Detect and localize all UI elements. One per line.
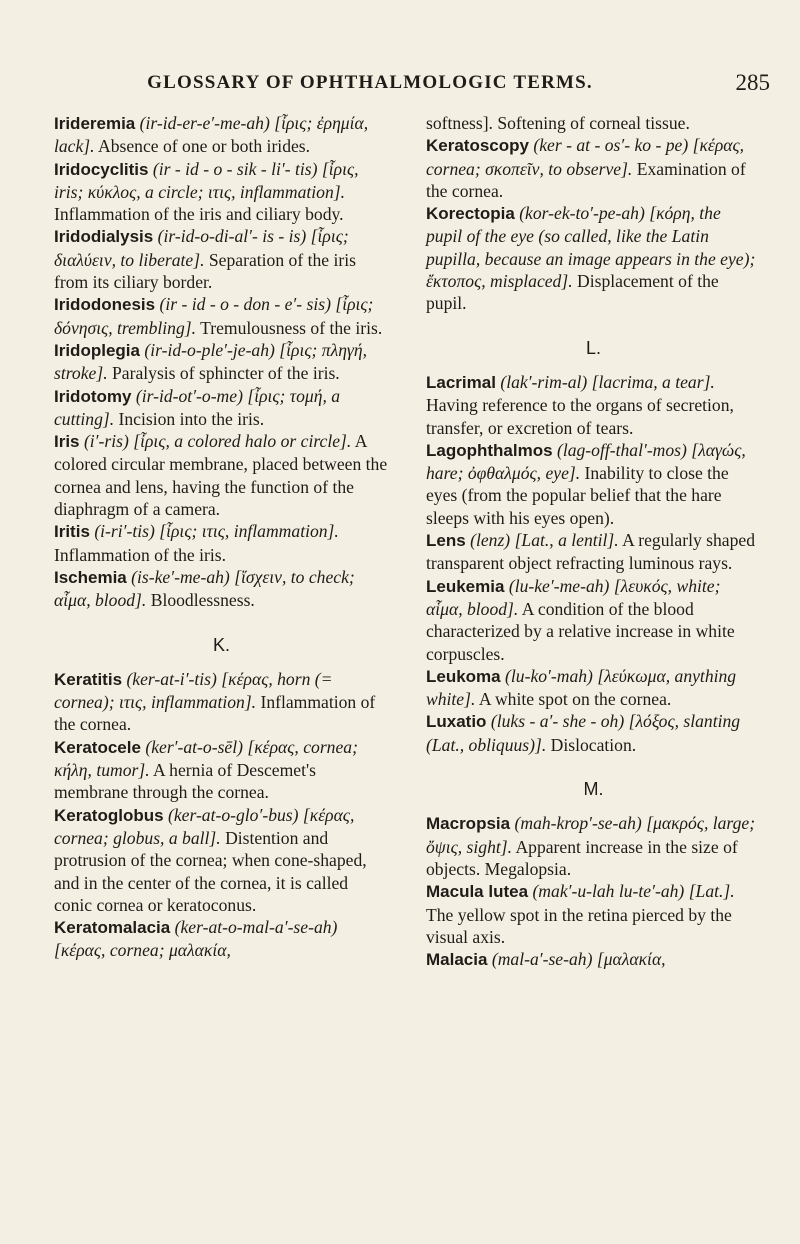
headword: Iritis bbox=[54, 522, 90, 542]
section-letter: M. bbox=[583, 779, 604, 800]
definition: Displacement of the pupil. bbox=[426, 271, 719, 314]
etymology: [ἶρις; διαλύειν, to liberate]. bbox=[54, 226, 349, 270]
definition: Incision into the iris. bbox=[118, 408, 265, 429]
definition: Dislocation. bbox=[550, 734, 637, 755]
glossary-entry bbox=[426, 710, 761, 756]
definition: Separation of the iris from its ciliary border. bbox=[54, 249, 356, 293]
pronunciation: (mah-krop′-se-ah) bbox=[514, 813, 642, 834]
pronunciation: (lag-off-thal′-mos) bbox=[556, 439, 687, 460]
glossary-entry bbox=[54, 339, 389, 385]
headword: Lens bbox=[426, 531, 466, 551]
section-letter: L. bbox=[585, 337, 601, 358]
glossary-entry bbox=[54, 736, 389, 804]
etymology: [λευκός, white; αἷμα, blood]. bbox=[426, 575, 721, 619]
pronunciation: (luks - a′- she - oh) bbox=[490, 711, 625, 732]
left-column bbox=[54, 112, 389, 962]
headword: Keratocele bbox=[54, 737, 141, 757]
etymology: [ἶρις; ἐρημία, lack]. bbox=[54, 113, 369, 157]
page-number: 285 bbox=[735, 70, 770, 95]
glossary-entry bbox=[426, 202, 761, 314]
definition: Paralysis of sphincter of the iris. bbox=[112, 363, 340, 384]
running-title: GLOSSARY OF OPHTHALMOLOGIC TERMS. bbox=[147, 72, 593, 93]
page-header bbox=[30, 72, 770, 100]
glossary-entry bbox=[426, 575, 761, 665]
pronunciation: (ir-id-er-e′-me-ah) bbox=[139, 113, 270, 133]
definition: A regularly shaped transparent object refracting luminous rays. bbox=[426, 530, 756, 574]
definition: Apparent increase in the size of objects. Megalopsia. bbox=[426, 836, 738, 879]
definition: A colored circular membrane, placed between the cornea and lens, having the function of the diaphragm of a camera. bbox=[54, 431, 388, 520]
etymology: [κόρη, the pupil of the eye (so called, like the Latin pupilla, because an image appears in the eye); ἔκτοπος, misplaced]. bbox=[426, 203, 756, 292]
headword: Leukemia bbox=[426, 576, 505, 596]
glossary-entry bbox=[426, 665, 761, 711]
right-column bbox=[426, 112, 761, 971]
headword: Iridoplegia bbox=[54, 340, 140, 360]
headword: Iridodialysis bbox=[54, 227, 154, 247]
definition: The yellow spot in the retina pierced by the visual axis. bbox=[426, 904, 732, 947]
headword: Iridocyclitis bbox=[54, 159, 149, 179]
etymology: [ἶρις, a colored halo or circle]. bbox=[133, 431, 352, 452]
glossary-entry bbox=[426, 439, 761, 529]
pronunciation: (ker-at-o-glo′-bus) bbox=[167, 804, 299, 825]
etymology: [λεύκωμα, anything white]. bbox=[426, 665, 737, 710]
definition: Absence of one or both irides. bbox=[98, 136, 311, 157]
glossary-entry bbox=[54, 385, 389, 431]
glossary-entry bbox=[426, 880, 761, 948]
etymology: [Lat., a lentil]. bbox=[514, 530, 619, 551]
headword: Leukoma bbox=[426, 666, 501, 686]
headword: Malacia bbox=[426, 950, 488, 970]
glossary-entry bbox=[426, 529, 761, 575]
glossary-entry bbox=[426, 371, 761, 439]
pronunciation: (kor-ek-to′-pe-ah) bbox=[519, 203, 645, 224]
definition: Inflammation of the iris. bbox=[54, 544, 226, 565]
pronunciation: (ir-id-ot′-o-me) bbox=[135, 385, 243, 406]
headword: Lagophthalmos bbox=[426, 440, 553, 460]
pronunciation: (i′-ris) bbox=[83, 431, 129, 452]
etymology: [κέρας, cornea; κήλη, tumor]. bbox=[54, 736, 358, 781]
pronunciation: (ir-id-o-di-al′- is - is) bbox=[157, 226, 307, 247]
headword: Macula lutea bbox=[426, 882, 529, 902]
glossary-entry bbox=[54, 225, 389, 293]
headword: Keratoscopy bbox=[426, 136, 529, 156]
etymology: [κέρας, cornea; μαλακία, bbox=[54, 940, 231, 961]
pronunciation: (ir - id - o - sik - li′- tis) bbox=[152, 158, 318, 179]
etymology: [Lat.]. bbox=[688, 881, 735, 902]
definition: Inability to close the eyes (from the popular belief that the hare sleeps with his eyes open). bbox=[426, 463, 729, 528]
definition: Examination of the cornea. bbox=[426, 158, 746, 201]
etymology: [ἶρις; ιτις, inflammation]. bbox=[159, 521, 339, 542]
glossary-entry bbox=[54, 566, 389, 612]
glossary-entry bbox=[426, 134, 761, 202]
headword: Luxatio bbox=[426, 712, 487, 732]
pronunciation: (ir-id-o-ple′-je-ah) bbox=[144, 339, 275, 360]
etymology: [ἶρις, iris; κύκλος, a circle; ιτις, inflammation]. bbox=[54, 158, 359, 202]
definition: Distention and protrusion of the cornea; when cone-shaped, and in the center of the cornea, it is called conic cornea or keratoconus. bbox=[54, 827, 367, 915]
glossary-entry bbox=[54, 158, 389, 226]
glossary-entry bbox=[54, 668, 389, 736]
headword: Keratoglobus bbox=[54, 805, 164, 825]
definition: Inflammation of the iris and ciliary body. bbox=[54, 204, 344, 225]
definition: Inflammation of the cornea. bbox=[54, 692, 376, 735]
definition: Bloodlessness. bbox=[150, 590, 255, 611]
pronunciation: (ker-at-o-mal-a′-se-ah) bbox=[174, 917, 338, 938]
glossary-entry bbox=[54, 520, 389, 566]
etymology: [lacrima, a tear]. bbox=[591, 371, 715, 392]
pronunciation: (ir - id - o - don - e′- sis) bbox=[159, 294, 331, 315]
etymology: [λαγώς, hare; ὀφθαλμός, eye]. bbox=[426, 439, 746, 484]
definition: Having reference to the organs of secretion, transfer, or excretion of tears. bbox=[426, 395, 734, 438]
etymology: [ἶρις; τομή, a cutting]. bbox=[54, 385, 341, 429]
section-letter: K. bbox=[212, 634, 230, 655]
pronunciation: (mal-a′-se-ah) bbox=[491, 949, 593, 970]
glossary-entry bbox=[426, 112, 761, 134]
headword: Lacrimal bbox=[426, 372, 496, 392]
etymology: [μαλακία, bbox=[596, 949, 666, 970]
etymology: [κέρας, cornea; σκοπεῖν, to observe]. bbox=[426, 135, 745, 179]
pronunciation: (is-ke′-me-ah) bbox=[131, 566, 230, 587]
etymology: [λόξος, slanting (Lat., obliquus)]. bbox=[426, 711, 741, 755]
headword: Macropsia bbox=[426, 814, 511, 834]
etymology: [κέρας, cornea; globus, a ball]. bbox=[54, 804, 355, 848]
pronunciation: (ker - at - os′- ko - pe) bbox=[533, 135, 689, 156]
pronunciation: (lak′-rim-al) bbox=[500, 371, 588, 392]
headword: Korectopia bbox=[426, 204, 515, 224]
etymology: [μακρός, large; ὄψις, sight]. bbox=[426, 813, 756, 857]
pronunciation: (i-ri′-tis) bbox=[94, 521, 155, 542]
glossary-entry bbox=[54, 916, 389, 962]
headword: Keratomalacia bbox=[54, 918, 171, 938]
etymology: [ἶρις; δόνησις, trembling]. bbox=[54, 294, 374, 338]
definition: A white spot on the cornea. bbox=[478, 689, 672, 710]
glossary-entry bbox=[54, 112, 389, 158]
pronunciation: (lenz) bbox=[470, 530, 511, 551]
etymology: [ἶρις; πληγή, stroke]. bbox=[54, 339, 367, 384]
etymology: [ἴσχειν, to check; αἷμα, blood]. bbox=[54, 566, 355, 611]
glossary-entry bbox=[54, 804, 389, 916]
pronunciation: (ker′-at-o-sēl) bbox=[145, 736, 243, 757]
pronunciation: (lu-ke′-me-ah) bbox=[508, 575, 610, 596]
pronunciation: (mak′-u-lah lu-te′-ah) bbox=[532, 881, 685, 902]
glossary-entry bbox=[54, 430, 389, 520]
definition: A hernia of Descemet's membrane through the cornea. bbox=[54, 760, 316, 803]
etymology: [κέρας, horn (= cornea); ιτις, inflammation]. bbox=[54, 668, 333, 713]
headword: Iris bbox=[54, 432, 80, 452]
definition: softness]. Softening of corneal tissue. bbox=[426, 113, 690, 133]
headword: Ischemia bbox=[54, 567, 127, 587]
headword: Iridotomy bbox=[54, 386, 132, 406]
definition: A condition of the blood characterized by a relative increase in white corpuscles. bbox=[426, 598, 735, 664]
headword: Irideremia bbox=[54, 114, 136, 133]
definition: Tremulousness of the iris. bbox=[200, 317, 383, 338]
headword: Keratitis bbox=[54, 669, 123, 689]
glossary-entry bbox=[426, 948, 761, 971]
pronunciation: (lu-ko′-mah) bbox=[505, 665, 593, 686]
glossary-entry bbox=[426, 812, 761, 880]
pronunciation: (ker-at-i′-tis) bbox=[126, 668, 217, 689]
headword: Iridodonesis bbox=[54, 295, 156, 315]
glossary-entry bbox=[54, 293, 389, 339]
